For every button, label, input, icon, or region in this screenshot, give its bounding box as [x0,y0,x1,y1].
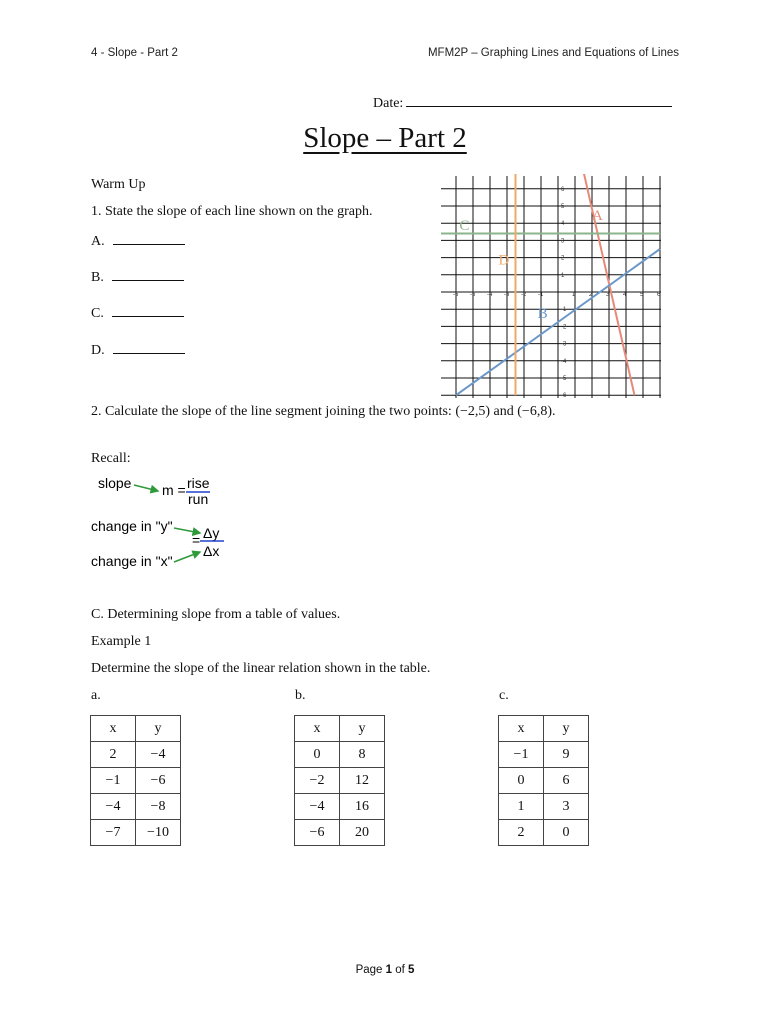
of-word: of [395,964,405,976]
x-tick-label: -3 [504,292,510,298]
green-arrow [174,552,200,562]
instruction-text: Determine the slope of the linear relation shown in the table. [91,661,431,676]
table-header-row [499,716,589,742]
table-cell: 9 [544,742,589,768]
slope-word: slope [98,475,132,491]
x-tick-label: -5 [470,292,476,298]
line-label-d: D [498,252,510,269]
y-tick-label: -4 [561,358,567,365]
page-footer [0,964,770,976]
table-b [294,715,385,846]
change-in-x: change in "x" [91,553,173,569]
table-cell: −6 [136,768,181,794]
recall-diagram [88,470,268,576]
table-cell: 0 [295,742,340,768]
header-right: MFM2P – Graphing Lines and Equations of Lines [427,47,679,59]
x-tick-label: -1 [538,292,544,298]
delta-y: Δy [203,525,220,541]
run-word: run [188,491,209,507]
y-tick-label: -2 [561,324,567,331]
line-label-c: C [459,218,470,235]
table-cell: y [544,716,589,742]
answer-c [91,304,184,322]
table-a [90,715,181,846]
date-blank[interactable] [406,94,672,107]
table-cell: −4 [91,794,136,820]
table-cell: 6 [544,768,589,794]
y-tick-label: 4 [561,221,565,228]
recall-heading: Recall: [91,451,131,466]
warmup-heading: Warm Up [91,177,146,192]
x-tick-label: -2 [521,292,527,298]
delta-x: Δx [203,543,220,559]
answer-a [91,232,185,250]
equals-sign: = [192,532,201,548]
answer-blank[interactable] [113,341,185,354]
table-cell: −7 [91,820,136,846]
page-title: Slope – Part 2 [303,122,467,154]
table-c [498,715,589,846]
table-row [295,820,385,846]
m-equals: m = [162,482,186,498]
table-row [91,768,181,794]
table-cell: x [499,716,544,742]
table-row [295,794,385,820]
answer-blank[interactable] [112,268,184,281]
answer-label: A. [91,234,105,249]
table-cell: −1 [499,742,544,768]
y-tick-label: 6 [561,186,565,193]
question-2: 2. Calculate the slope of the line segment joining the two points: (−2,5) and (−6,8). [91,404,556,419]
y-tick-label: 1 [561,272,565,279]
table-cell: −10 [136,820,181,846]
x-tick-label: 1 [572,292,576,298]
table-cell: 12 [340,768,385,794]
answer-b [91,268,184,286]
answer-label: C. [91,306,104,321]
table-cell: −4 [136,742,181,768]
page-word: Page [355,964,383,976]
table-cell: 20 [340,820,385,846]
y-tick-label: -5 [561,376,567,382]
page-total: 5 [408,964,415,976]
section-c-heading: C. Determining slope from a table of values. [91,607,341,622]
answer-blank[interactable] [112,304,184,317]
y-tick-label: -3 [561,341,567,348]
table-header-row [91,716,181,742]
table-cell: 16 [340,794,385,820]
table-cell: −6 [295,820,340,846]
date-line [373,94,672,112]
answer-blank[interactable] [113,232,185,245]
table-row [499,742,589,768]
table-row [295,742,385,768]
x-tick-label: 6 [657,292,661,298]
table-row [295,768,385,794]
x-tick-label: 4 [623,292,627,298]
table-cell: 2 [499,820,544,846]
table-row [499,794,589,820]
table-c-label: c. [499,688,509,703]
table-cell: 0 [499,768,544,794]
header-left: 4 - Slope - Part 2 [91,47,178,59]
table-cell: −2 [295,768,340,794]
table-row [499,768,589,794]
y-tick-label: -6 [561,393,567,400]
answer-label: D. [91,343,105,358]
table-cell: 8 [340,742,385,768]
coordinate-graph [441,174,663,400]
x-tick-label: 5 [640,292,644,298]
green-arrow [134,485,158,491]
page-current: 1 [385,964,393,976]
table-cell: 2 [91,742,136,768]
table-cell: 0 [544,820,589,846]
rise-word: rise [187,475,210,491]
y-tick-label: 2 [561,255,565,262]
table-row [499,820,589,846]
x-tick-label: 2 [589,292,593,298]
change-in-y: change in "y" [91,518,173,534]
y-tick-label: -1 [561,307,567,314]
table-row [91,742,181,768]
example-heading: Example 1 [91,634,152,649]
table-cell: y [136,716,181,742]
table-cell: x [91,716,136,742]
date-label: Date: [373,96,404,111]
table-a-label: a. [91,688,101,703]
table-cell: −4 [295,794,340,820]
y-tick-label: 5 [561,204,565,210]
table-cell: y [340,716,385,742]
line-label-b: B [537,305,548,322]
table-header-row [295,716,385,742]
table-row [91,820,181,846]
question-1: 1. State the slope of each line shown on the graph. [91,204,373,219]
table-cell: −8 [136,794,181,820]
line-label-a: A [592,207,603,224]
table-b-label: b. [295,688,306,703]
x-tick-label: -6 [453,292,459,298]
table-row [91,794,181,820]
table-cell: −1 [91,768,136,794]
y-tick-label: 3 [561,238,565,245]
table-cell: 3 [544,794,589,820]
answer-d [91,341,185,359]
table-cell: 1 [499,794,544,820]
table-cell: x [295,716,340,742]
x-tick-label: -4 [487,292,493,298]
x-tick-label: 3 [606,292,610,298]
answer-label: B. [91,270,104,285]
